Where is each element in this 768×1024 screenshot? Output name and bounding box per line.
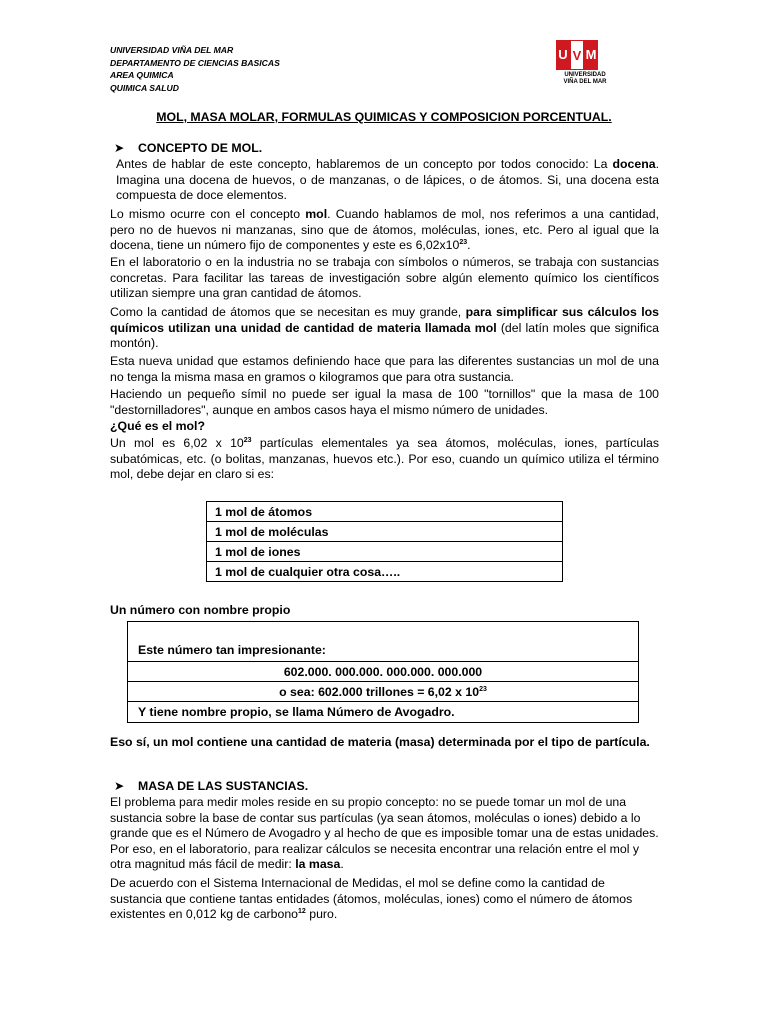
text-span: puro. [305, 907, 338, 922]
uvm-logo [553, 40, 617, 92]
exponent: 12 [298, 908, 306, 916]
paragraph-laboratorio [110, 255, 659, 302]
logo-caption-line-1: UNIVERSIDAD [564, 72, 606, 78]
department-name: DEPARTAMENTO DE CIENCIAS BASICAS [110, 57, 280, 68]
table-cell: Este número tan impresionante: [128, 622, 639, 662]
text-span: o sea: 602.000 trillones = 6,02 x 10 [279, 684, 480, 699]
section-heading-masa [114, 779, 308, 793]
arrow-bullet-icon: ➤ [114, 141, 125, 155]
text-span: (del latín moles que significa montón). [110, 320, 659, 351]
text-paragraph: En el laboratorio o en la industria no se trabaja con símbolos o números, se trabaja con sustancias concretas. Para facilitar las tareas de investigación sobre algún elemento químico los científicos utilizan siempre una gran cantidad de átomos. [110, 255, 659, 301]
document-title: MOL, MASA MOLAR, FORMULAS QUIMICAS Y COMPOSICION PORCENTUAL. [156, 110, 612, 124]
section-heading-text: MASA DE LAS SUSTANCIAS. [138, 779, 309, 793]
text-paragraph: Esta nueva unidad que estamos definiendo hace que para las diferentes sustancias un mol de una no tenga la misma masa en gramos o kilogramos que para otra sustancia. [110, 354, 659, 384]
text-span: El problema para medir moles reside en su propio concepto: no se puede tomar un mol de una sustancia sobre la base de contar sus partículas (ya sean átomos, moléculas o iones) debido a lo grande que es el Número de Avogadro y al hecho de que es imposible tomar una de estas unidades. Por eso, en el laboratorio, para realizar cálculos se necesita encontrar una relación entre el mol y otra magnitud más fácil de medir: [110, 795, 659, 872]
paragraph-simil [110, 387, 659, 418]
text-paragraph: Haciendo un pequeño símil no puede ser igual la masa de 100 "tornillos" que la masa de 100 "destornilladores", aunque en ambos casos haya el mismo número de unidades. [110, 387, 659, 417]
logo-letter-m: M [584, 40, 598, 70]
table-cell: 1 mol de iones [207, 542, 563, 562]
heading-text: Un número con nombre propio [110, 603, 291, 617]
table-row [207, 542, 563, 562]
table-row [128, 682, 639, 702]
note-text: Eso sí, un mol contiene una cantidad de materia (masa) determinada por el tipo de partícula. [110, 735, 650, 749]
course-name: QUIMICA SALUD [110, 82, 179, 93]
mol-types-table [206, 501, 563, 582]
area-name: AREA QUIMICA [110, 70, 174, 80]
paragraph-mol [110, 207, 659, 254]
avogadro-heading [110, 603, 659, 619]
paragraph-docena [116, 157, 659, 204]
table-cell: 1 mol de cualquier otra cosa….. [207, 562, 563, 582]
text-span: . Imagina una docena de huevos, o de manzanas, o de lápices, o de átomos. Si, una docena esta compuesta de doce elementos. [116, 157, 659, 203]
avogadro-table [127, 621, 639, 723]
table-cell: 1 mol de átomos [207, 502, 563, 522]
institution-header [110, 44, 280, 94]
bold-term: mol [305, 207, 328, 221]
logo-caption [553, 72, 617, 86]
exponent: 23 [243, 437, 252, 444]
logo-caption-line-2: VIÑA DEL MAR [563, 79, 607, 85]
bold-term: docena [612, 157, 656, 171]
table-row [207, 562, 563, 582]
paragraph-cantidad [110, 305, 659, 352]
exponent: 23 [479, 685, 487, 693]
paragraph-unidad [110, 354, 659, 385]
table-row [207, 502, 563, 522]
table-cell: 602.000. 000.000. 000.000. 000.000 [128, 662, 639, 682]
table-row [128, 622, 639, 662]
text-span: . [467, 238, 471, 253]
text-span: partículas elementales ya sea átomos, moléculas, iones, partículas subatómicas, etc. (o bolitas, manzanas, huevos etc.). Por eso, cuando un químico utiliza el término mol, debe dejar en claro si es: [110, 436, 659, 482]
text-span: Lo mismo ocurre con el concepto [110, 207, 306, 221]
text-span: Como la cantidad de átomos que se necesitan es muy grande, [110, 305, 466, 319]
arrow-bullet-icon: ➤ [114, 779, 125, 793]
question-heading [110, 419, 659, 435]
table-row [207, 522, 563, 542]
table-cell: Y tiene nombre propio, se llama Número de Avogadro. [128, 702, 639, 723]
text-span: De acuerdo con el Sistema Internacional de Medidas, el mol se define como la cantidad de sustancia que contiene tantas entidades (átomos, moléculas, iones) como el número de átomos existentes en 0,012 kg de carbono [110, 876, 633, 922]
table-cell [128, 682, 639, 702]
exponent: 23 [459, 239, 468, 247]
question-text: ¿Qué es el mol? [110, 419, 205, 433]
university-name: UNIVERSIDAD VIÑA DEL MAR [110, 45, 234, 55]
logo-letter-u: U [556, 40, 570, 70]
paragraph-si [110, 876, 659, 923]
bold-term: para simplificar sus cálculos los químicos utilizan una unidad de cantidad de materia llamada mol [110, 305, 659, 335]
avogadro-note [110, 735, 670, 751]
logo-letter-v: V [570, 40, 584, 70]
table-row [128, 662, 639, 682]
paragraph-que-es-mol [110, 436, 659, 483]
table-row [128, 702, 639, 723]
section-heading-concepto [114, 141, 262, 155]
table-cell: 1 mol de moléculas [207, 522, 563, 542]
text-span: . [340, 857, 344, 872]
section-heading-text: CONCEPTO DE MOL. [138, 141, 263, 155]
text-span: . Cuando hablamos de mol, nos referimos a una cantidad, pero no de huevos ni manzanas, sino que de átomos, moléculas, iones, etc. Pero al igual que la docena, tiene un número fijo de componentes y este es 6,02x10 [110, 207, 659, 253]
paragraph-masa [110, 795, 659, 873]
bold-term: la masa [295, 857, 341, 872]
text-span: Un mol es 6,02 x 10 [110, 436, 244, 450]
text-span: Antes de hablar de este concepto, hablaremos de un concepto por todos conocido: La [116, 157, 613, 171]
